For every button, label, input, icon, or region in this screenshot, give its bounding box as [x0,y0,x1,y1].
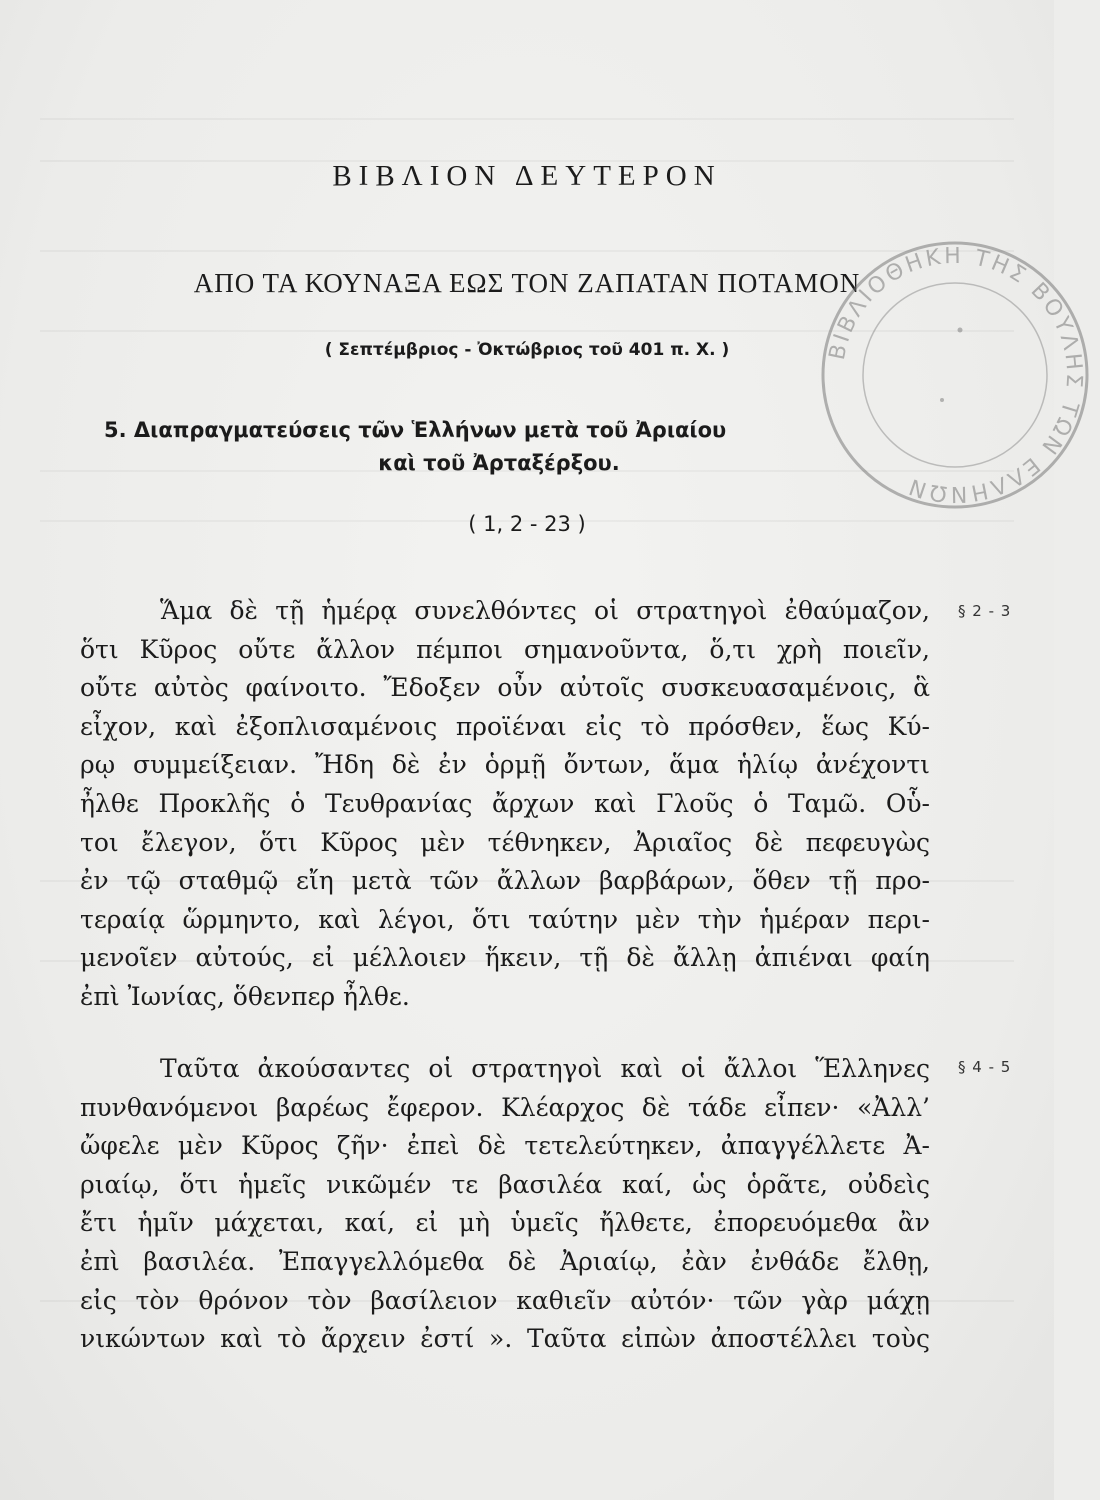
text-line: ὤφελε μὲν Κῦρος ζῆν· ἐπεὶ δὲ τετελεύτηκεν, ἀπαγγέλλετε Ἀ- [80,1131,930,1161]
text-line: ὅτι Κῦρος οὔτε ἄλλον πέμποι σημανοῦντα, ὅ,τι χρὴ ποιεῖν, [80,634,930,664]
stamp-text: ΒΙΒΛΙΟΘΗΚΗ ΤΗΣ ΒΟΥΛΗΣ ΤΩΝ ΕΛΛΗΝΩΝ [824,243,1087,507]
text-line: Ἅμα δὲ τῇ ἡμέρᾳ συνελθόντες οἱ στρατηγοὶ ἐθαύμαζον, [160,596,930,625]
text-line: ριαίῳ, ὅτι ἡμεῖς νικῶμέν τε βασιλέα καί, ὡς ὁρᾶτε, οὐδεὶς [80,1169,930,1199]
margin-section-note: § 2 - 3 [958,602,1012,620]
text-line: νικώντων καὶ τὸ ἄρχειν ἐστί ». Ταῦτα εἰπὼν ἀποστέλλει τοὺς [80,1324,930,1354]
text-line: πυνθανόμενοι βαρέως ἔφερον. Κλέαρχος δὲ τάδε εἶπεν· «Ἀλλ’ [80,1092,930,1122]
section-heading-line-1: 5. Διαπραγματεύσεις τῶν Ἑλλήνων μετὰ τοῦ Ἀριαίου [104,418,727,442]
section-heading-line-2: καὶ τοῦ Ἀρταξέρξου. [378,451,620,475]
text-line: οὔτε αὐτὸς φαίνοιτο. Ἔδοξεν οὖν αὐτοῖς συσκευασαμένοις, ἃ [80,673,930,703]
text-line: ἐν τῷ σταθμῷ εἴη μετὰ τῶν ἄλλων βαρβάρων, ὅθεν τῇ προ- [80,866,930,896]
chapter-reference: ( 1, 2 - 23 ) [468,512,586,536]
text-line: ἔτι ἡμῖν μάχεται, καί, εἰ μὴ ὑμεῖς ἤλθετε, ἐπορευόμεθα ἂν [80,1208,930,1238]
margin-section-note: § 4 - 5 [958,1058,1012,1076]
paragraph-2 [80,1050,930,1359]
text-line: Ταῦτα ἀκούσαντες οἱ στρατηγοὶ καὶ οἱ ἄλλοι Ἕλληνες [160,1054,930,1083]
text-line: τοι ἔλεγον, ὅτι Κῦρος μὲν τέθνηκεν, Ἀριαῖος δὲ πεφευγὼς [80,827,930,857]
text-line: μενοῖεν αὐτούς, εἰ μέλλοιεν ἥκειν, τῇ δὲ ἄλλῃ ἀπιέναι φαίη [80,943,930,973]
text-line: ἐπὶ βασιλέα. Ἐπαγγελλόμεθα δὲ Ἀριαίῳ, ἐὰν ἐνθάδε ἔλθῃ, [80,1246,930,1276]
text-line: τεραίᾳ ὥρμηντο, καὶ λέγοι, ὅτι ταύτην μὲν τὴν ἡμέραν περι- [80,904,930,934]
paragraph-1 [80,592,930,1017]
part-subtitle: ΑΠΟ ΤΑ ΚΟΥΝΑΞΑ ΕΩΣ ΤΟΝ ΖΑΠΑΤΑΝ ΠΟΤΑΜΟΝ [193,268,861,298]
text-line: ἦλθε Προκλῆς ὁ Τευθρανίας ἄρχων καὶ Γλοῦς ὁ Ταμῶ. Οὗ- [80,788,930,818]
text-line: εἰς τὸν θρόνον τὸν βασίλειον καθιεῖν αὐτόν· τῶν γὰρ μάχῃ [80,1285,930,1315]
text-line: εἶχον, καὶ ἐξοπλισαμένοις προϊέναι εἰς τὸ πρόσθεν, ἕως Κύ- [80,711,930,741]
text-line: ἐπὶ Ἰωνίας, ὅθενπερ ἦλθε. [80,981,410,1011]
library-stamp [810,230,1100,520]
text-line: ρῳ συμμείξειαν. Ἤδη δὲ ἐν ὁρμῇ ὄντων, ἅμα ἡλίῳ ἀνέχοντι [80,750,930,780]
bleed-through-line [40,118,1014,120]
book-title: ΒΙΒΛΙΟΝ ΔΕΥΤΕΡΟΝ [332,160,722,192]
date-range: ( Σεπτέμβριος - Ὀκτώβριος τοῦ 401 π. Χ. ) [324,340,730,360]
